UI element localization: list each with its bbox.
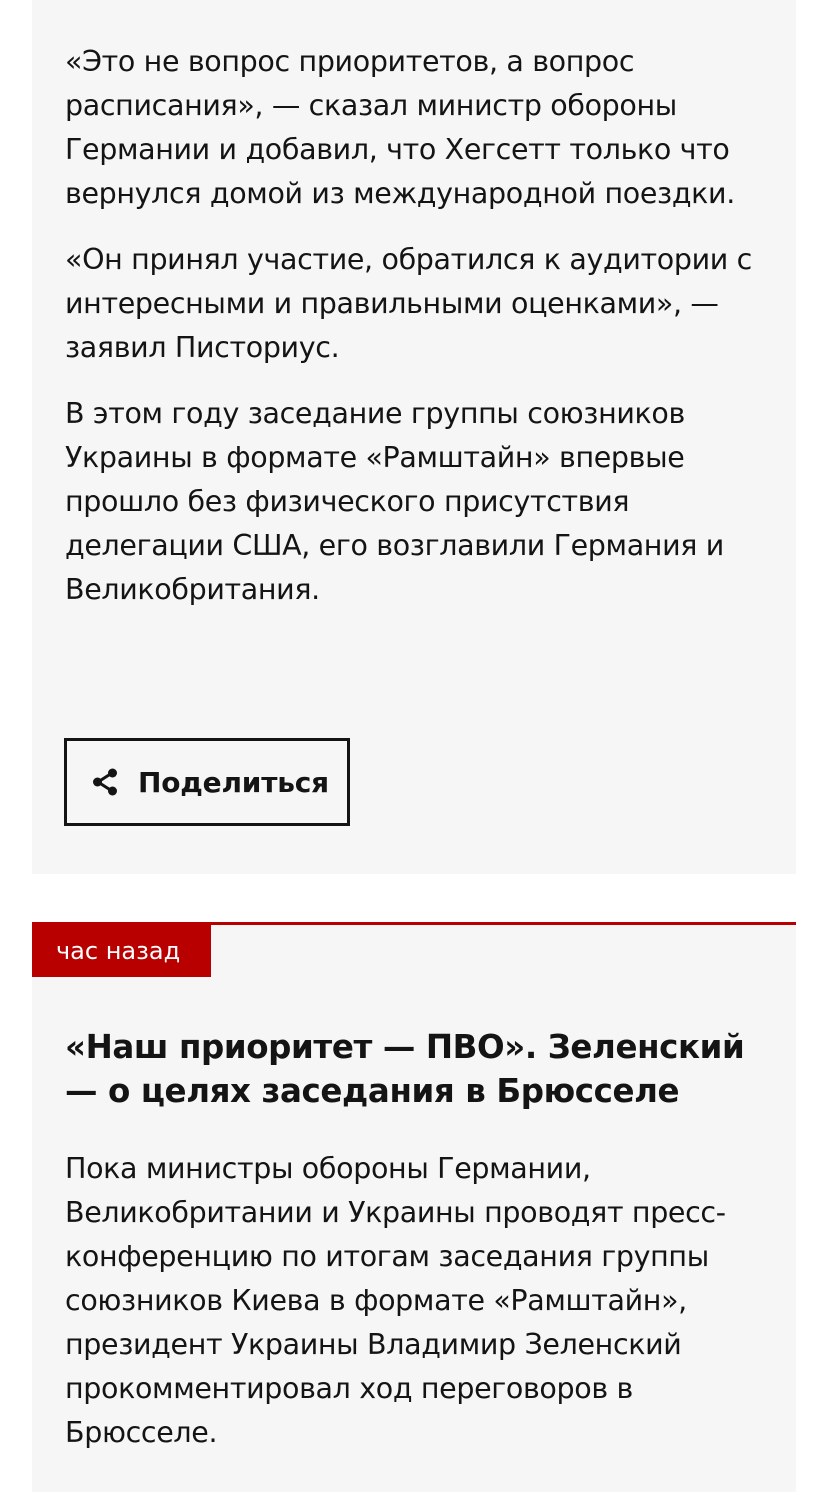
post-body [65, 1147, 775, 1477]
live-post [32, 922, 796, 1492]
post-paragraph: «Это не вопрос приоритетов, а вопрос расписания», — сказал министр обороны Германии и добавил, что Хегсетт только что вернулся домой из международной поездки. [65, 45, 735, 210]
share-button-label: Поделиться [138, 765, 329, 799]
share-button[interactable] [64, 738, 350, 826]
post-headline: «Наш приоритет — ПВО». Зеленский — о целях заседания в Брюсселе [65, 1028, 745, 1110]
share-icon [90, 767, 120, 797]
post-paragraph: Пока министры обороны Германии, Великобритании и Украины проводят пресс-конференцию по итогам заседания группы союзников Киева в формате «Рамштайн», президент Украины Владимир Зеленский прокомментировал ход переговоров в Брюсселе. [65, 1152, 726, 1449]
post-paragraph: В этом году заседание группы союзников Украины в формате «Рамштайн» впервые прошло без физического присутствия делегации США, его возглавили Германия и Великобритания. [65, 397, 724, 606]
live-post [32, 0, 796, 874]
post-paragraph: «Он принял участие, обратился к аудитории с интересными и правильными оценками», — заявил Писториус. [65, 243, 752, 364]
timestamp-badge: час назад [32, 925, 211, 977]
